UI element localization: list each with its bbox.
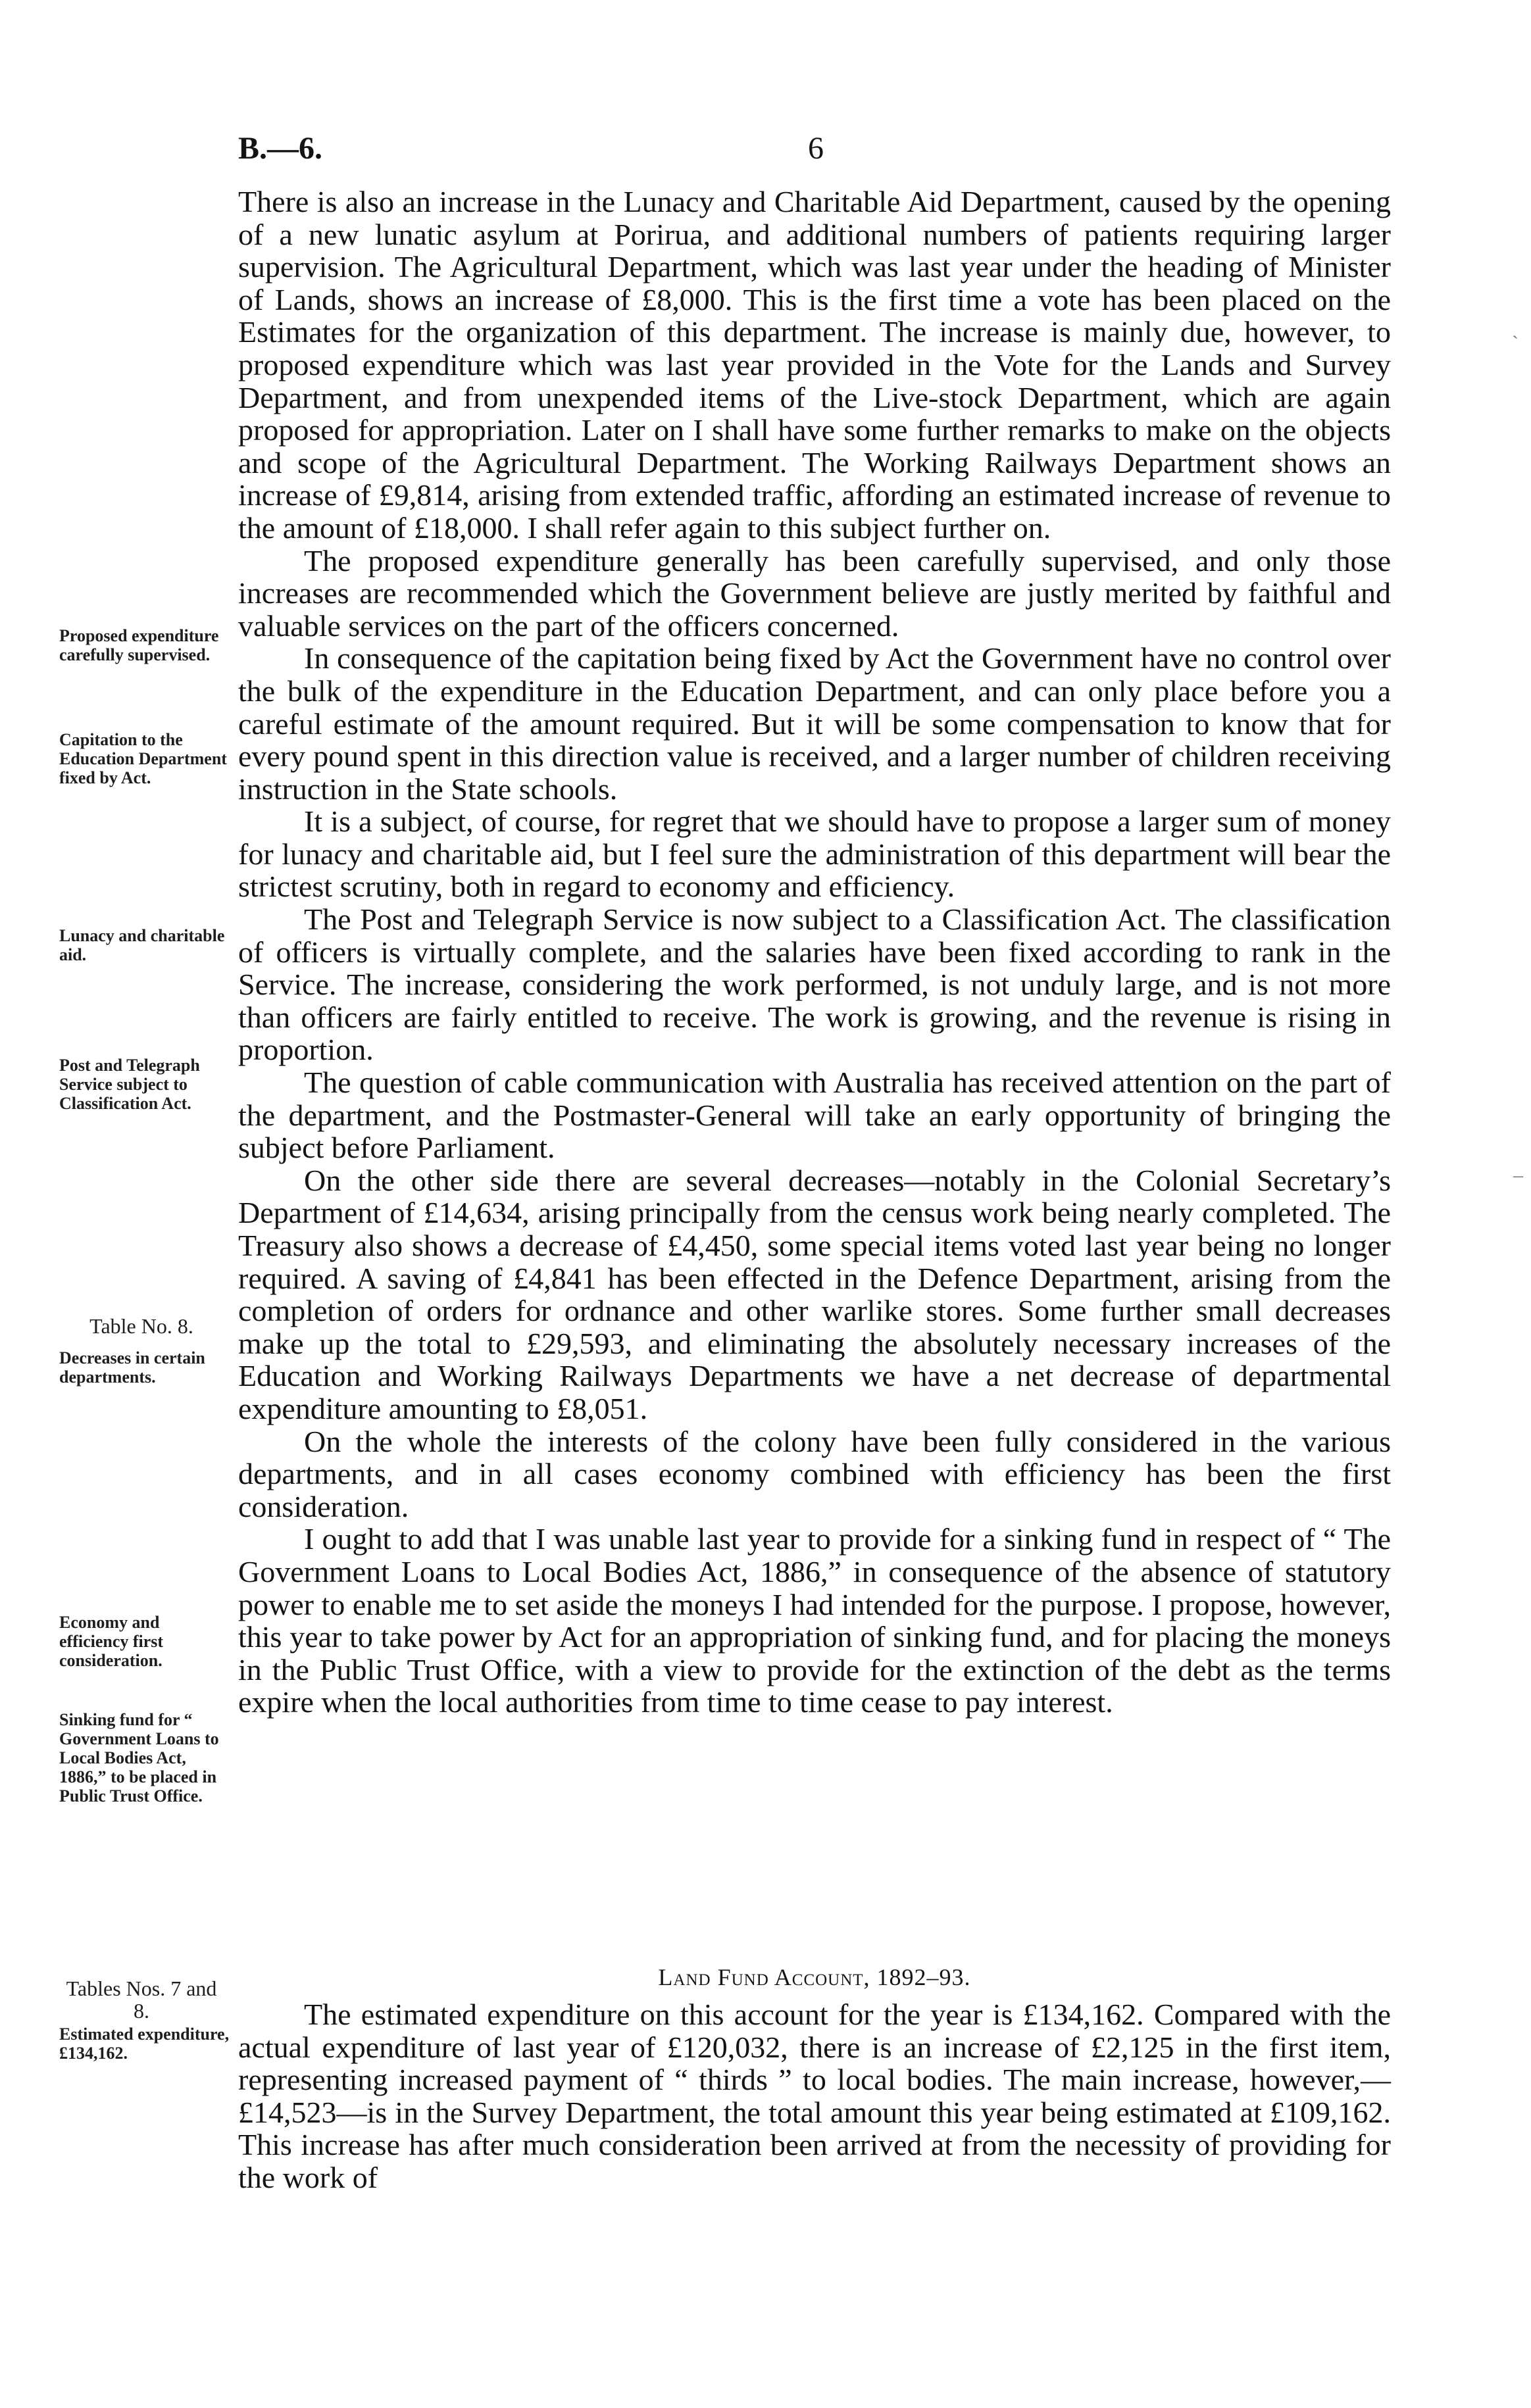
paragraph-lunacy-agricultural-railways: There is also an increase in the Lunacy and Charitable Aid Department, caused by the opening of a new lunatic asylum at Porirua, and additional numbers of patients requiring larger supervision. The Agricultural Department, which was last year under the heading of Minister of Lands, shows an increase of £8,000. This is the first time a vote has been placed on the Estimates for the organization of this department. The increase is mainly due, however, to proposed expenditure which was last year provided in the Vote for the Lands and Survey Department, and from unexpended items of the Live-stock Department, which are again proposed for appropriation. Later on I shall have some further remarks to make on the objects and scope of the Agricultural Department. The Working Railways Department shows an increase of £9,814, arising from extended traffic, affording an estimated increase of revenue to the amount of £18,000. I shall refer again to this subject further on. (238, 185, 1391, 545)
paragraph-decreases: On the other side there are several decreases—notably in the Colonial Secretary’s Department of £14,634, arising principally from the census work being nearly completed. The Treasury also shows a decrease of £4,450, some special items voted last year being no longer required. A saving of £4,841 has been effected in the Defence Department, arising from the completion of orders for ordnance and other warlike stores. Some further small decreases make up the total to £29,593, and eliminating the absolutely necessary increases of the Education and Working Railways Departments we have a net decrease of departmental expenditure amounting to £8,051. (238, 1163, 1391, 1425)
scan-mark: ‒ (1513, 1164, 1523, 1186)
page-number: 6 (808, 131, 824, 166)
paragraph-land-fund-estimate: The estimated expenditure on this account for the year is £134,162. Compared with the actual expenditure of last year of £120,032, there is an increase of £2,125 in the first item, representing increased payment of “ thirds ” to local bodies. The main increase, however,—£14,523—is in the Survey Department, the total amount this year being estimated at £109,162. This increase has after much consideration been arrived at from the necessity of providing for the work of (238, 1998, 1391, 2194)
paragraph-economy-efficiency: On the whole the interests of the colony have been fully considered in the various departments, and in all cases economy combined with efficiency has been the first consideration. (238, 1424, 1391, 1523)
page-header-code: B.—6. (238, 131, 323, 166)
section-heading-land-fund: Land Fund Account, 1892–93. (658, 1964, 971, 1990)
margin-note-economy: Economy and efficiency first consideration. (59, 1613, 164, 1670)
margin-note-capitation: Capitation to the Education Department fixed by Act. (59, 730, 227, 787)
paragraph-proposed-expenditure: The proposed expenditure generally has been carefully supervised, and only those increases are recommended which the Government believe are justly merited by faithful and valuable services on the part of the officers concerned. (238, 543, 1391, 643)
body-text-land-fund (238, 1998, 1391, 2194)
margin-note-lunacy: Lunacy and charitable aid. (59, 926, 225, 964)
paragraph-lunacy-charitable-aid: It is a subject, of course, for regret that we should have to propose a larger sum of money for lunacy and charitable aid, but I feel sure the administration of this department will bear the strictest scrutiny, both in regard to economy and efficiency. (238, 804, 1391, 904)
margin-note-decreases: Decreases in certain departments. (59, 1348, 205, 1387)
margin-note-estimated-expenditure: Estimated expenditure, £134,162. (59, 2025, 230, 2063)
margin-note-post-telegraph: Post and Telegraph Service subject to Classification Act. (59, 1056, 200, 1113)
paragraph-cable-communication: The question of cable communication with Australia has received attention on the part of the department, and the Postmaster-General will take an early opportunity of bringing the subject before Parliament. (238, 1066, 1391, 1165)
paragraph-post-telegraph: The Post and Telegraph Service is now subject to a Classification Act. The classification of officers is virtually complete, and the salaries have been fixed according to rank in the Service. The increase, considering the work performed, is not unduly large, and is not more than officers are fairly entitled to receive. The work is growing, and the revenue is rising in proportion. (238, 902, 1391, 1067)
paragraph-sinking-fund: I ought to add that I was unable last year to provide for a sinking fund in respect of “ The Government Loans to Local Bodies Act, 1886,” in consequence of the absence of statutory power to enable me to set aside the moneys I had intended for the purpose. I propose, however, this year to take power by Act for an appropriation of sinking fund, and for placing the moneys in the Public Trust Office, with a view to provide for the extinction of the debt as the terms expire when the local authorities from time to time cease to pay interest. (238, 1522, 1391, 1719)
scan-mark: ˴ (1512, 324, 1518, 345)
margin-note-table-8: Table No. 8. (89, 1314, 193, 1338)
margin-note-proposed-expenditure: Proposed expenditure carefully supervised. (59, 626, 219, 664)
body-text (238, 185, 1391, 1719)
paragraph-education-capitation: In consequence of the capitation being fixed by Act the Government have no control over the bulk of the expenditure in the Education Department, and can only place before you a careful estimate of the amount required. But it will be some compensation to know that for every pound spent in this direction value is received, and a larger number of children receiving instruction in the State schools. (238, 641, 1391, 806)
margin-note-tables-7-8: Tables Nos. 7 and 8. (66, 1977, 217, 2023)
margin-note-sinking-fund: Sinking fund for “ Government Loans to Local Bodies Act, 1886,” to be placed in Public Trust Office. (59, 1710, 219, 1806)
